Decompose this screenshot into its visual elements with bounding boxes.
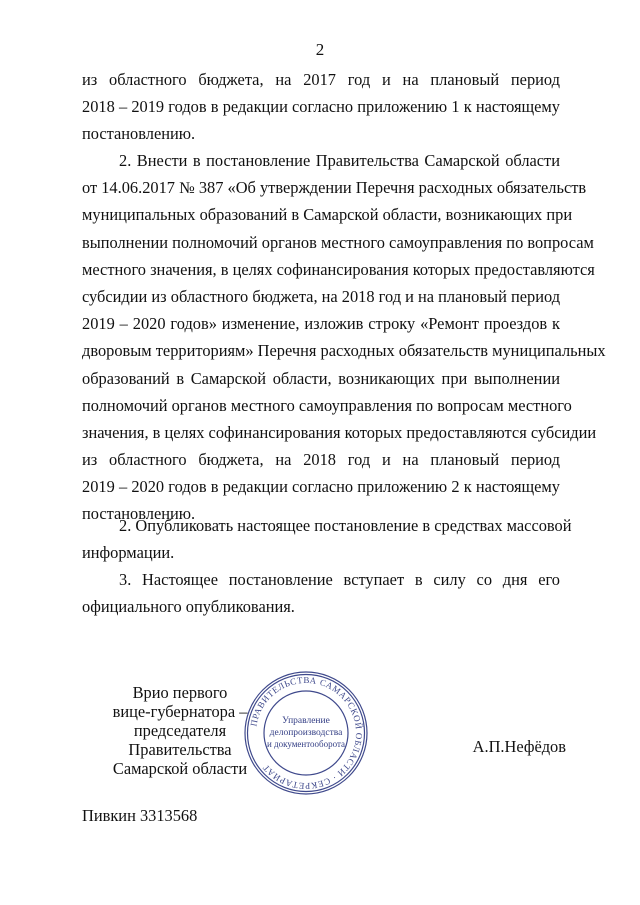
text-line: 2019 – 2020 годов в редакции согласно приложению 2 к настоящему [82,477,560,497]
stamp-center-line: Управление [282,716,330,726]
text-line: 2. Опубликовать настоящее постановление в средствах массовой [119,516,572,535]
signatory-title-line: Самарской области [112,759,248,778]
text-line: 3. Настоящее постановление вступает в силу со дня его [119,570,560,589]
text-line: дворовым территориям» Перечня расходных обязательств муниципальных [82,341,606,361]
text-line: постановлению. [82,124,196,144]
stamp-center-line: и документооборота [266,739,346,749]
text-line: образований в Самарской области, возникающих при выполнении [82,368,560,388]
text-line: полномочий органов местного самоуправления по вопросам местного [82,395,572,415]
text-line: от 14.06.2017 № 387 «Об утверждении Перечня расходных обязательств [82,178,587,198]
paragraph-4 [82,566,560,620]
stamp-ring-text: ПРАВИТЕЛЬСТВА САМАРСКОЙ ОБЛАСТИ · СЕКРЕТАРИАТ [248,674,365,792]
text-line: муниципальных образований в Самарской области, возникающих при [82,205,573,225]
executor-footer: Пивкин 3313568 [82,806,198,825]
text-line: субсидии из областного бюджета, на 2018 год и на плановый период [82,286,561,306]
paragraph-1 [82,66,560,148]
text-line: 2018 – 2019 годов в редакции согласно приложению 1 к настоящему [82,97,560,117]
text-line: местного значения, в целях софинансирования которых предоставляются [82,259,595,279]
text-line: 2019 – 2020 годов» изменение, изложив строку «Ремонт проездов к [82,314,560,334]
text-line: из областного бюджета, на 2018 год и на плановый период [82,450,560,470]
text-line: выполнении полномочий органов местного самоуправления по вопросам [82,232,594,252]
signatory-name: А.П.Нефёдов [472,737,566,756]
signatory-title-line: председателя Правительства [128,721,232,759]
text-line: информации. [82,543,175,563]
text-line: значения, в целях софинансирования которых предоставляются субсидии [82,422,597,442]
text-line: из областного бюджета, на 2017 год и на плановый период [82,70,560,89]
stamp-center-line: делопроизводства [269,728,343,738]
signatory-title-line: Врио первого [132,683,228,702]
text-line: постановлению. [82,504,196,524]
signatory-title-line: вице-губернатора – [112,702,248,721]
paragraph-2 [82,147,606,528]
signatory-title [100,683,260,778]
paragraph-3 [82,512,572,566]
text-line: официального опубликования. [82,597,295,617]
official-stamp [243,670,369,796]
text-line: 2. Внести в постановление Правительства Самарской области [119,151,560,170]
page-number: 2 [315,40,325,59]
